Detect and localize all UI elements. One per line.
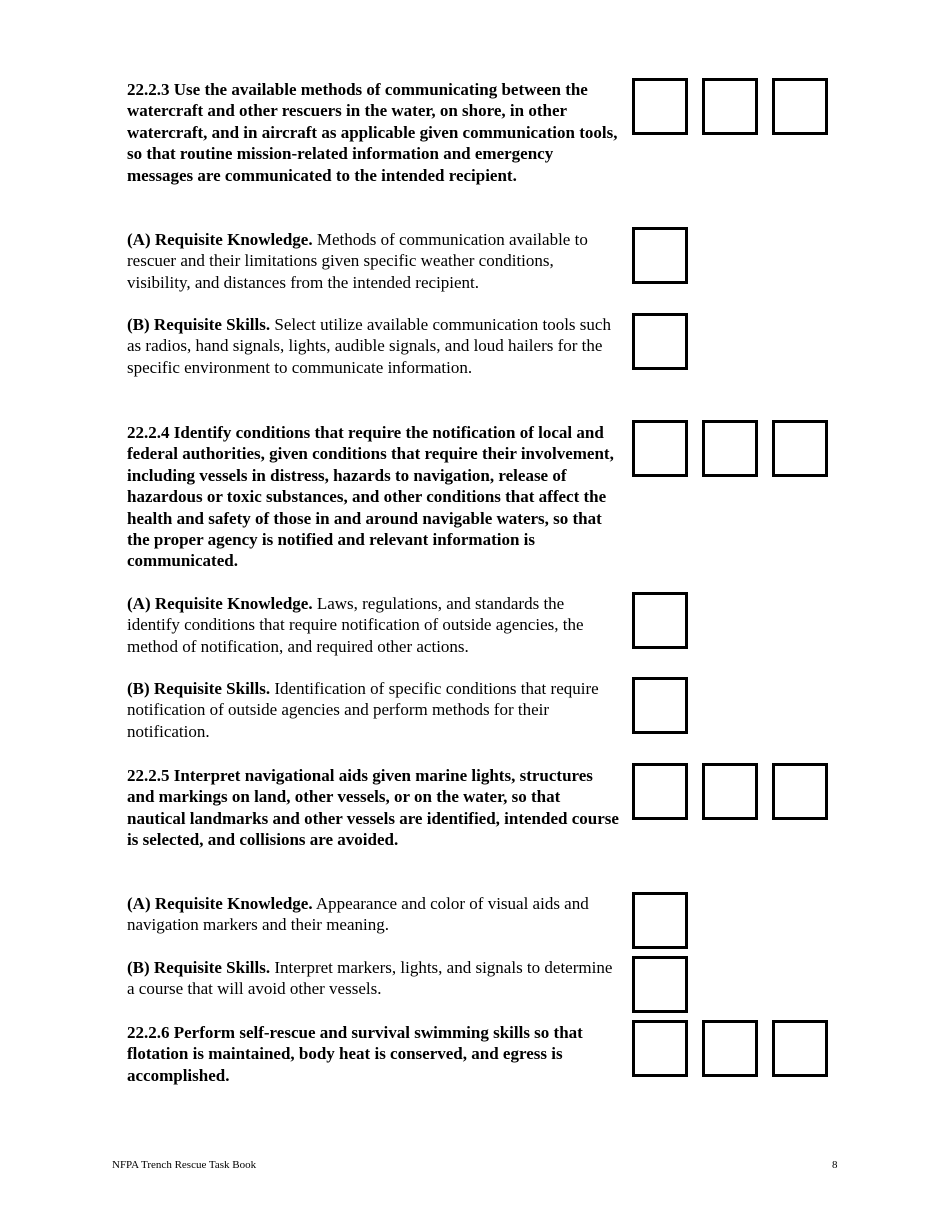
skills-text: Interpret markers, lights, and signals to determine a course that will avoid other vessels. <box>127 958 613 999</box>
checkbox[interactable] <box>772 1020 828 1077</box>
checkbox[interactable] <box>632 420 688 477</box>
signoff-box-knowledge-22-2-3 <box>632 227 688 284</box>
checkbox[interactable] <box>632 1020 688 1077</box>
signoff-boxes-22-2-5 <box>632 763 828 820</box>
knowledge-text: Methods of communication available to rescuer and their limitations given specific weather conditions, visibility, and distances from the intended recipient. <box>127 230 588 292</box>
checkbox[interactable] <box>632 592 688 649</box>
skills-label: (B) Requisite Skills. <box>127 679 271 698</box>
checkbox[interactable] <box>702 1020 758 1077</box>
signoff-box-skills-22-2-5 <box>632 956 688 1013</box>
knowledge-label: (A) Requisite Knowledge. <box>127 894 313 913</box>
checkbox[interactable] <box>632 677 688 734</box>
requisite-knowledge-22-2-5 <box>127 893 619 936</box>
checkbox[interactable] <box>772 420 828 477</box>
checkbox[interactable] <box>632 763 688 820</box>
footer-title: NFPA Trench Rescue Task Book <box>112 1159 257 1171</box>
knowledge-text: Appearance and color of visual aids and navigation markers and their meaning. <box>127 894 589 935</box>
signoff-boxes-22-2-6 <box>632 1020 828 1077</box>
checkbox[interactable] <box>632 892 688 949</box>
requisite-knowledge-22-2-3 <box>127 229 619 293</box>
requisite-knowledge-22-2-4 <box>127 593 619 657</box>
objective-22-2-5: 22.2.5 Interpret navigational aids given marine lights, structures and markings on land, other vessels, or on the water, so that nautical landmarks and other vessels are identified, intended course is selected, and collisions are avoided. <box>127 766 619 850</box>
skills-text: Select utilize available communication tools such as radios, hand signals, lights, audible signals, and loud hailers for the specific environment to communicate information. <box>127 315 611 377</box>
checkbox[interactable] <box>772 763 828 820</box>
skills-label: (B) Requisite Skills. <box>127 315 271 334</box>
checkbox[interactable] <box>772 78 828 135</box>
signoff-box-skills-22-2-3 <box>632 313 688 370</box>
requisite-skills-22-2-4 <box>127 678 619 742</box>
signoff-boxes-22-2-3 <box>632 78 828 135</box>
knowledge-label: (A) Requisite Knowledge. <box>127 594 313 613</box>
checkbox[interactable] <box>702 78 758 135</box>
knowledge-label: (A) Requisite Knowledge. <box>127 230 313 249</box>
signoff-box-skills-22-2-4 <box>632 677 688 734</box>
page-number: 8 <box>832 1159 838 1171</box>
requisite-skills-22-2-5 <box>127 957 619 1000</box>
signoff-boxes-22-2-4 <box>632 420 828 477</box>
checkbox[interactable] <box>632 313 688 370</box>
signoff-box-knowledge-22-2-4 <box>632 592 688 649</box>
signoff-box-knowledge-22-2-5 <box>632 892 688 949</box>
objective-22-2-6: 22.2.6 Perform self-rescue and survival swimming skills so that flotation is maintained, body heat is conserved, and egress is accomplished. <box>127 1023 583 1085</box>
objective-22-2-4: 22.2.4 Identify conditions that require the notification of local and federal authorities, given conditions that require their involvement, including vessels in distress, hazards to navigation, release of hazardous or toxic substances, and other conditions that affect the health and safety of those in and around navigable waters, so that the proper agency is notified and relevant information is communicated. <box>127 423 614 571</box>
checkbox[interactable] <box>632 78 688 135</box>
checkbox[interactable] <box>632 227 688 284</box>
checkbox[interactable] <box>632 956 688 1013</box>
requisite-skills-22-2-3 <box>127 314 619 378</box>
checkbox[interactable] <box>702 763 758 820</box>
skills-text: Identification of specific conditions that require notification of outside agencies and perform methods for their notification. <box>127 679 599 741</box>
checkbox[interactable] <box>702 420 758 477</box>
knowledge-text: Laws, regulations, and standards the identify conditions that require notification of outside agencies, the method of notification, and required other actions. <box>127 594 584 656</box>
objective-22-2-3: 22.2.3 Use the available methods of communicating between the watercraft and other rescuers in the water, on shore, in other watercraft, and in aircraft as applicable given communication tools, so that routine mission-related information and emergency messages are communicated to the intended recipient. <box>127 80 618 185</box>
skills-label: (B) Requisite Skills. <box>127 958 271 977</box>
